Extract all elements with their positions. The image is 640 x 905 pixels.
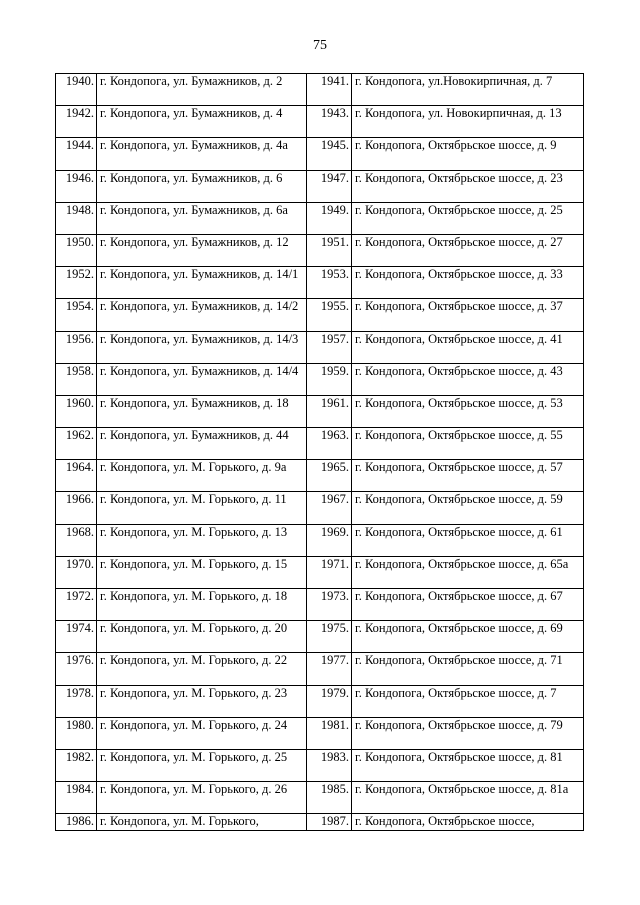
entry-address: г. Кондопога, Октябрьское шоссе, д. 25 [352,202,584,234]
entry-number: 1973. [307,589,352,621]
entry-number: 1969. [307,524,352,556]
table-row [56,234,584,266]
entry-address: г. Кондопога, Октябрьское шоссе, д. 79 [352,717,584,749]
entry-number: 1964. [56,460,97,492]
table-row [56,749,584,781]
entry-number: 1958. [56,363,97,395]
entry-number: 1960. [56,395,97,427]
table-row [56,170,584,202]
page-number: 75 [313,38,327,53]
entry-number: 1974. [56,621,97,653]
entry-number: 1982. [56,749,97,781]
entry-address: г. Кондопога, ул. М. Горького, д. 23 [97,685,307,717]
entry-number: 1976. [56,653,97,685]
table-row [56,395,584,427]
entry-address: г. Кондопога, ул.Новокирпичная, д. 7 [352,74,584,106]
entry-number: 1971. [307,556,352,588]
entry-address: г. Кондопога, Октябрьское шоссе, д. 71 [352,653,584,685]
entry-number: 1961. [307,395,352,427]
table-row [56,363,584,395]
entry-address: г. Кондопога, Октябрьское шоссе, д. 65а [352,556,584,588]
entry-address: г. Кондопога, ул. М. Горького, [97,814,307,831]
entry-address: г. Кондопога, ул. М. Горького, д. 20 [97,621,307,653]
entry-number: 1940. [56,74,97,106]
table-row [56,331,584,363]
entry-address: г. Кондопога, ул. Бумажников, д. 6а [97,202,307,234]
entry-number: 1968. [56,524,97,556]
table-row [56,589,584,621]
table-row [56,556,584,588]
table-row [56,74,584,106]
entry-number: 1984. [56,782,97,814]
entry-number: 1981. [307,717,352,749]
entry-number: 1980. [56,717,97,749]
entry-number: 1978. [56,685,97,717]
entry-address: г. Кондопога, Октябрьское шоссе, д. 55 [352,428,584,460]
entry-address: г. Кондопога, ул. М. Горького, д. 11 [97,492,307,524]
table-row [56,814,584,831]
entry-number: 1949. [307,202,352,234]
entry-address: г. Кондопога, ул. Бумажников, д. 4а [97,138,307,170]
entry-address: г. Кондопога, ул. Бумажников, д. 14/4 [97,363,307,395]
entry-number: 1954. [56,299,97,331]
entry-number: 1986. [56,814,97,831]
entry-address: г. Кондопога, Октябрьское шоссе, д. 81 [352,749,584,781]
table-row [56,138,584,170]
entry-address: г. Кондопога, ул. М. Горького, д. 24 [97,717,307,749]
entry-number: 1957. [307,331,352,363]
entry-number: 1955. [307,299,352,331]
entry-number: 1987. [307,814,352,831]
entry-number: 1942. [56,106,97,138]
entry-number: 1945. [307,138,352,170]
entry-address: г. Кондопога, Октябрьское шоссе, д. 23 [352,170,584,202]
entry-number: 1946. [56,170,97,202]
table-row [56,106,584,138]
entry-number: 1951. [307,234,352,266]
entry-address: г. Кондопога, Октябрьское шоссе, д. 53 [352,395,584,427]
entry-number: 1962. [56,428,97,460]
entry-address: г. Кондопога, ул. Новокирпичная, д. 13 [352,106,584,138]
entry-address: г. Кондопога, Октябрьское шоссе, д. 69 [352,621,584,653]
entry-address: г. Кондопога, ул. М. Горького, д. 9а [97,460,307,492]
entry-number: 1952. [56,267,97,299]
entry-address: г. Кондопога, Октябрьское шоссе, д. 41 [352,331,584,363]
entry-number: 1967. [307,492,352,524]
entry-number: 1972. [56,589,97,621]
entry-number: 1953. [307,267,352,299]
table-row [56,621,584,653]
entry-address: г. Кондопога, Октябрьское шоссе, д. 33 [352,267,584,299]
entry-address: г. Кондопога, Октябрьское шоссе, д. 57 [352,460,584,492]
entry-number: 1947. [307,170,352,202]
entry-number: 1943. [307,106,352,138]
entry-address: г. Кондопога, Октябрьское шоссе, д. 67 [352,589,584,621]
entry-number: 1950. [56,234,97,266]
table-row [56,653,584,685]
entry-number: 1944. [56,138,97,170]
entry-number: 1959. [307,363,352,395]
table-row [56,524,584,556]
table-row [56,685,584,717]
table-row [56,202,584,234]
entry-address: г. Кондопога, ул. М. Горького, д. 26 [97,782,307,814]
entry-number: 1966. [56,492,97,524]
entry-address: г. Кондопога, ул. Бумажников, д. 12 [97,234,307,266]
entry-address: г. Кондопога, ул. М. Горького, д. 13 [97,524,307,556]
entry-address: г. Кондопога, ул. Бумажников, д. 4 [97,106,307,138]
entry-address: г. Кондопога, ул. Бумажников, д. 2 [97,74,307,106]
table-row [56,299,584,331]
table-row [56,460,584,492]
entry-number: 1948. [56,202,97,234]
entry-number: 1979. [307,685,352,717]
entry-address: г. Кондопога, Октябрьское шоссе, д. 9 [352,138,584,170]
entry-address: г. Кондопога, ул. М. Горького, д. 22 [97,653,307,685]
entry-number: 1941. [307,74,352,106]
entry-address: г. Кондопога, ул. М. Горького, д. 18 [97,589,307,621]
entry-address: г. Кондопога, ул. М. Горького, д. 25 [97,749,307,781]
entry-number: 1965. [307,460,352,492]
entry-address: г. Кондопога, ул. Бумажников, д. 18 [97,395,307,427]
entry-address: г. Кондопога, Октябрьское шоссе, д. 61 [352,524,584,556]
entry-address: г. Кондопога, Октябрьское шоссе, д. 43 [352,363,584,395]
entry-number: 1963. [307,428,352,460]
entry-number: 1985. [307,782,352,814]
entry-address: г. Кондопога, ул. Бумажников, д. 14/3 [97,331,307,363]
table-row [56,267,584,299]
table-row [56,492,584,524]
entry-address: г. Кондопога, Октябрьское шоссе, д. 59 [352,492,584,524]
entry-number: 1983. [307,749,352,781]
entry-address: г. Кондопога, ул. Бумажников, д. 6 [97,170,307,202]
entry-address: г. Кондопога, Октябрьское шоссе, [352,814,584,831]
address-table [55,73,584,831]
entry-number: 1956. [56,331,97,363]
entry-address: г. Кондопога, Октябрьское шоссе, д. 7 [352,685,584,717]
entry-number: 1977. [307,653,352,685]
entry-address: г. Кондопога, Октябрьское шоссе, д. 81а [352,782,584,814]
entry-address: г. Кондопога, ул. М. Горького, д. 15 [97,556,307,588]
entry-address: г. Кондопога, ул. Бумажников, д. 44 [97,428,307,460]
entry-address: г. Кондопога, Октябрьское шоссе, д. 27 [352,234,584,266]
entry-address: г. Кондопога, ул. Бумажников, д. 14/1 [97,267,307,299]
entry-number: 1970. [56,556,97,588]
entry-address: г. Кондопога, Октябрьское шоссе, д. 37 [352,299,584,331]
entry-address: г. Кондопога, ул. Бумажников, д. 14/2 [97,299,307,331]
table-row [56,428,584,460]
table-row [56,717,584,749]
entry-number: 1975. [307,621,352,653]
table-row [56,782,584,814]
